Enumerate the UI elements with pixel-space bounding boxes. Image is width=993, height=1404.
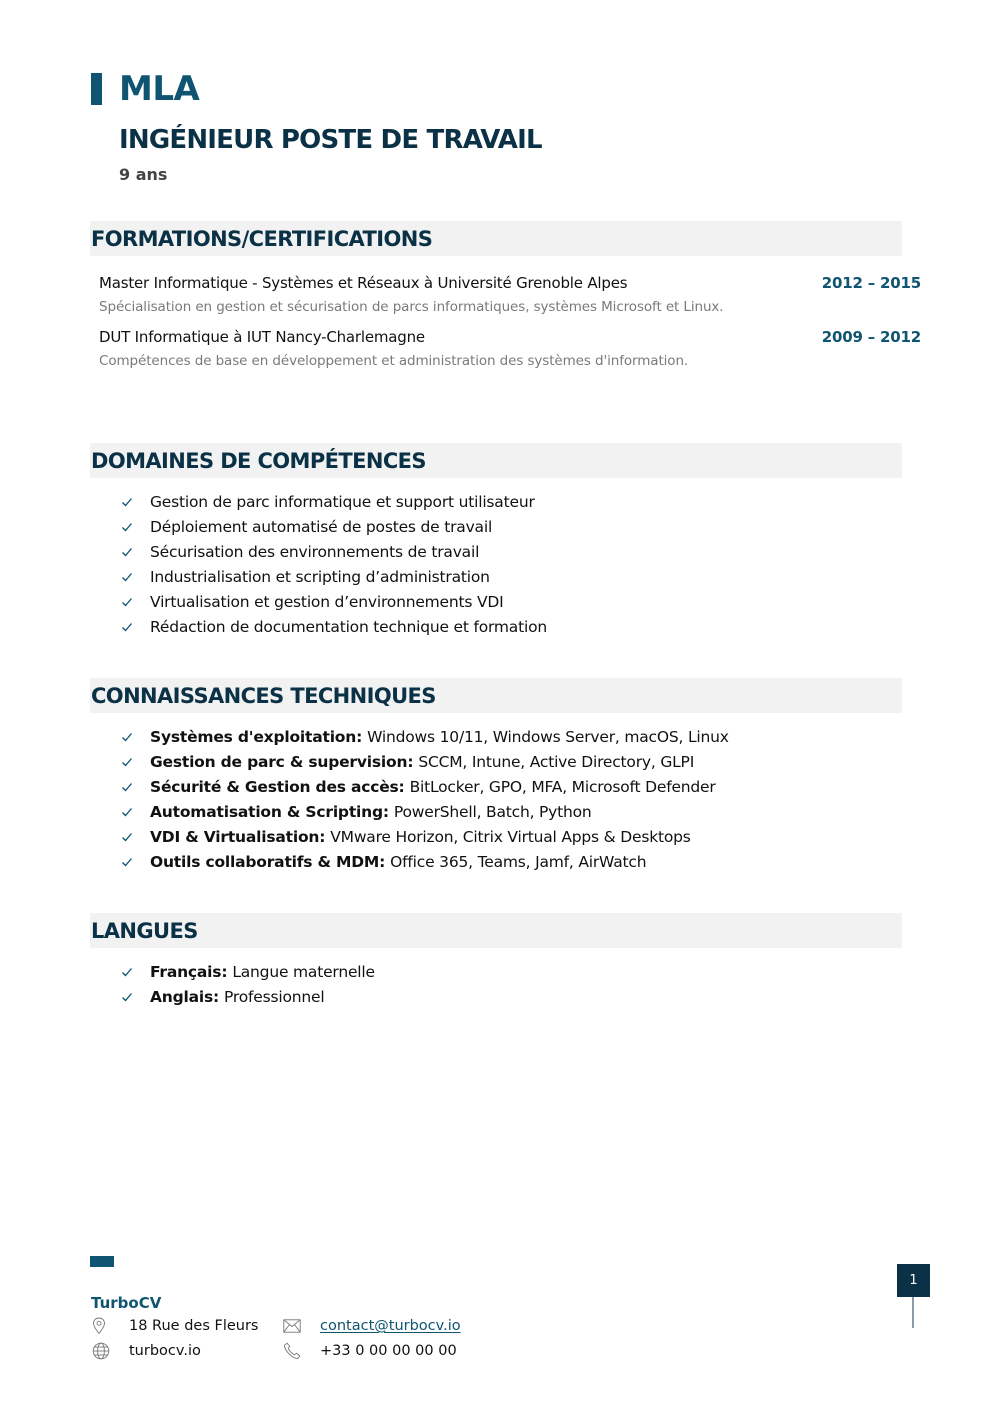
technical-item-category: VDI & Virtualisation:	[150, 827, 326, 846]
skill-item	[121, 539, 902, 564]
checkmark-icon	[121, 546, 150, 558]
checkmark-icon	[121, 781, 150, 793]
technical-item-tools: SCCM, Intune, Active Directory, GLPI	[418, 752, 695, 771]
languages-list	[90, 959, 902, 1009]
education-item-title: Master Informatique - Systèmes et Réseaux à Université Grenoble Alpes	[99, 274, 628, 292]
skill-text: Sécurisation des environnements de travail	[150, 542, 480, 561]
skill-item	[121, 514, 902, 539]
technical-item	[121, 724, 902, 749]
language-item	[121, 959, 902, 984]
years-of-experience: 9 ans	[119, 165, 168, 184]
technical-item-category: Sécurité & Gestion des accès:	[150, 777, 405, 796]
checkmark-icon	[121, 596, 150, 608]
skill-item	[121, 614, 902, 639]
header-accent-bar	[91, 73, 102, 105]
skills-section-header	[90, 443, 902, 478]
phone-icon	[283, 1342, 320, 1360]
language-level: Langue maternelle	[232, 962, 375, 981]
checkmark-icon	[121, 966, 150, 978]
map-pin-icon	[92, 1317, 129, 1335]
technical-section-title: CONNAISSANCES TECHNIQUES	[91, 684, 436, 708]
education-item	[90, 272, 921, 318]
contact-email	[283, 1315, 461, 1337]
candidate-name: MLA	[119, 69, 200, 109]
checkmark-icon	[121, 756, 150, 768]
contact-website	[92, 1340, 201, 1362]
footer-company-name: TurboCV	[91, 1294, 162, 1312]
globe-icon	[92, 1342, 129, 1360]
technical-section-header	[90, 678, 902, 713]
checkmark-icon	[121, 521, 150, 533]
footer-accent-bar	[90, 1256, 114, 1267]
technical-item-category: Systèmes d'exploitation:	[150, 727, 363, 746]
skills-section	[90, 443, 902, 639]
checkmark-icon	[121, 496, 150, 508]
checkmark-icon	[121, 621, 150, 633]
technical-item-tools: Office 365, Teams, Jamf, AirWatch	[390, 852, 647, 871]
education-section	[90, 221, 921, 372]
language-level: Professionnel	[224, 987, 325, 1006]
checkmark-icon	[121, 731, 150, 743]
technical-item	[121, 774, 902, 799]
checkmark-icon	[121, 831, 150, 843]
technical-item-category: Gestion de parc & supervision:	[150, 752, 414, 771]
technical-item-tools: VMware Horizon, Citrix Virtual Apps & Desktops	[330, 827, 691, 846]
education-item-description: Compétences de base en développement et administration des systèmes d'information.	[99, 353, 689, 369]
education-item-dates: 2009 – 2012	[821, 328, 921, 346]
skills-list	[90, 489, 902, 639]
language-name: Anglais:	[150, 987, 220, 1006]
education-item-description: Spécialisation en gestion et sécurisation de parcs informatiques, systèmes Microsoft et Linux.	[99, 299, 724, 315]
technical-item	[121, 824, 902, 849]
website-text[interactable]: turbocv.io	[129, 1343, 201, 1359]
technical-item-tools: BitLocker, GPO, MFA, Microsoft Defender	[409, 777, 716, 796]
contact-phone	[283, 1340, 457, 1362]
education-item-title: DUT Informatique à IUT Nancy-Charlemagne	[99, 328, 425, 346]
checkmark-icon	[121, 991, 150, 1003]
technical-item-tools: PowerShell, Batch, Python	[393, 802, 592, 821]
languages-section-title: LANGUES	[91, 919, 198, 943]
phone-text: +33 0 00 00 00 00	[320, 1343, 457, 1359]
education-section-title: FORMATIONS/CERTIFICATIONS	[91, 227, 433, 251]
technical-item	[121, 799, 902, 824]
checkmark-icon	[121, 856, 150, 868]
technical-item-tools: Windows 10/11, Windows Server, macOS, Linux	[367, 727, 729, 746]
technical-item	[121, 749, 902, 774]
skill-item	[121, 564, 902, 589]
technical-section	[90, 678, 902, 874]
languages-section	[90, 913, 902, 1009]
language-name: Français:	[150, 962, 228, 981]
technical-item-category: Outils collaboratifs & MDM:	[150, 852, 386, 871]
envelope-icon	[283, 1319, 320, 1333]
skill-text: Virtualisation et gestion d’environnements VDI	[150, 592, 504, 611]
page-number: 1	[909, 1273, 918, 1288]
page-number-badge	[897, 1264, 930, 1297]
language-item	[121, 984, 902, 1009]
skill-text: Gestion de parc informatique et support utilisateur	[150, 492, 535, 511]
technical-list	[90, 724, 902, 874]
checkmark-icon	[121, 806, 150, 818]
contact-address	[92, 1315, 259, 1337]
job-title: INGÉNIEUR POSTE DE TRAVAIL	[119, 125, 542, 155]
languages-section-header	[90, 913, 902, 948]
skill-text: Déploiement automatisé de postes de travail	[150, 517, 493, 536]
skill-text: Industrialisation et scripting d’administration	[150, 567, 490, 586]
skill-item	[121, 589, 902, 614]
checkmark-icon	[121, 571, 150, 583]
technical-item	[121, 849, 902, 874]
technical-item-category: Automatisation & Scripting:	[150, 802, 389, 821]
education-item	[90, 326, 921, 372]
email-link[interactable]: contact@turbocv.io	[320, 1318, 461, 1334]
education-section-header	[90, 221, 902, 256]
page-number-line	[912, 1297, 914, 1328]
address-text: 18 Rue des Fleurs	[129, 1318, 259, 1334]
skill-text: Rédaction de documentation technique et formation	[150, 617, 547, 636]
skill-item	[121, 489, 902, 514]
education-item-dates: 2012 – 2015	[821, 274, 921, 292]
skills-section-title: DOMAINES DE COMPÉTENCES	[91, 449, 426, 473]
